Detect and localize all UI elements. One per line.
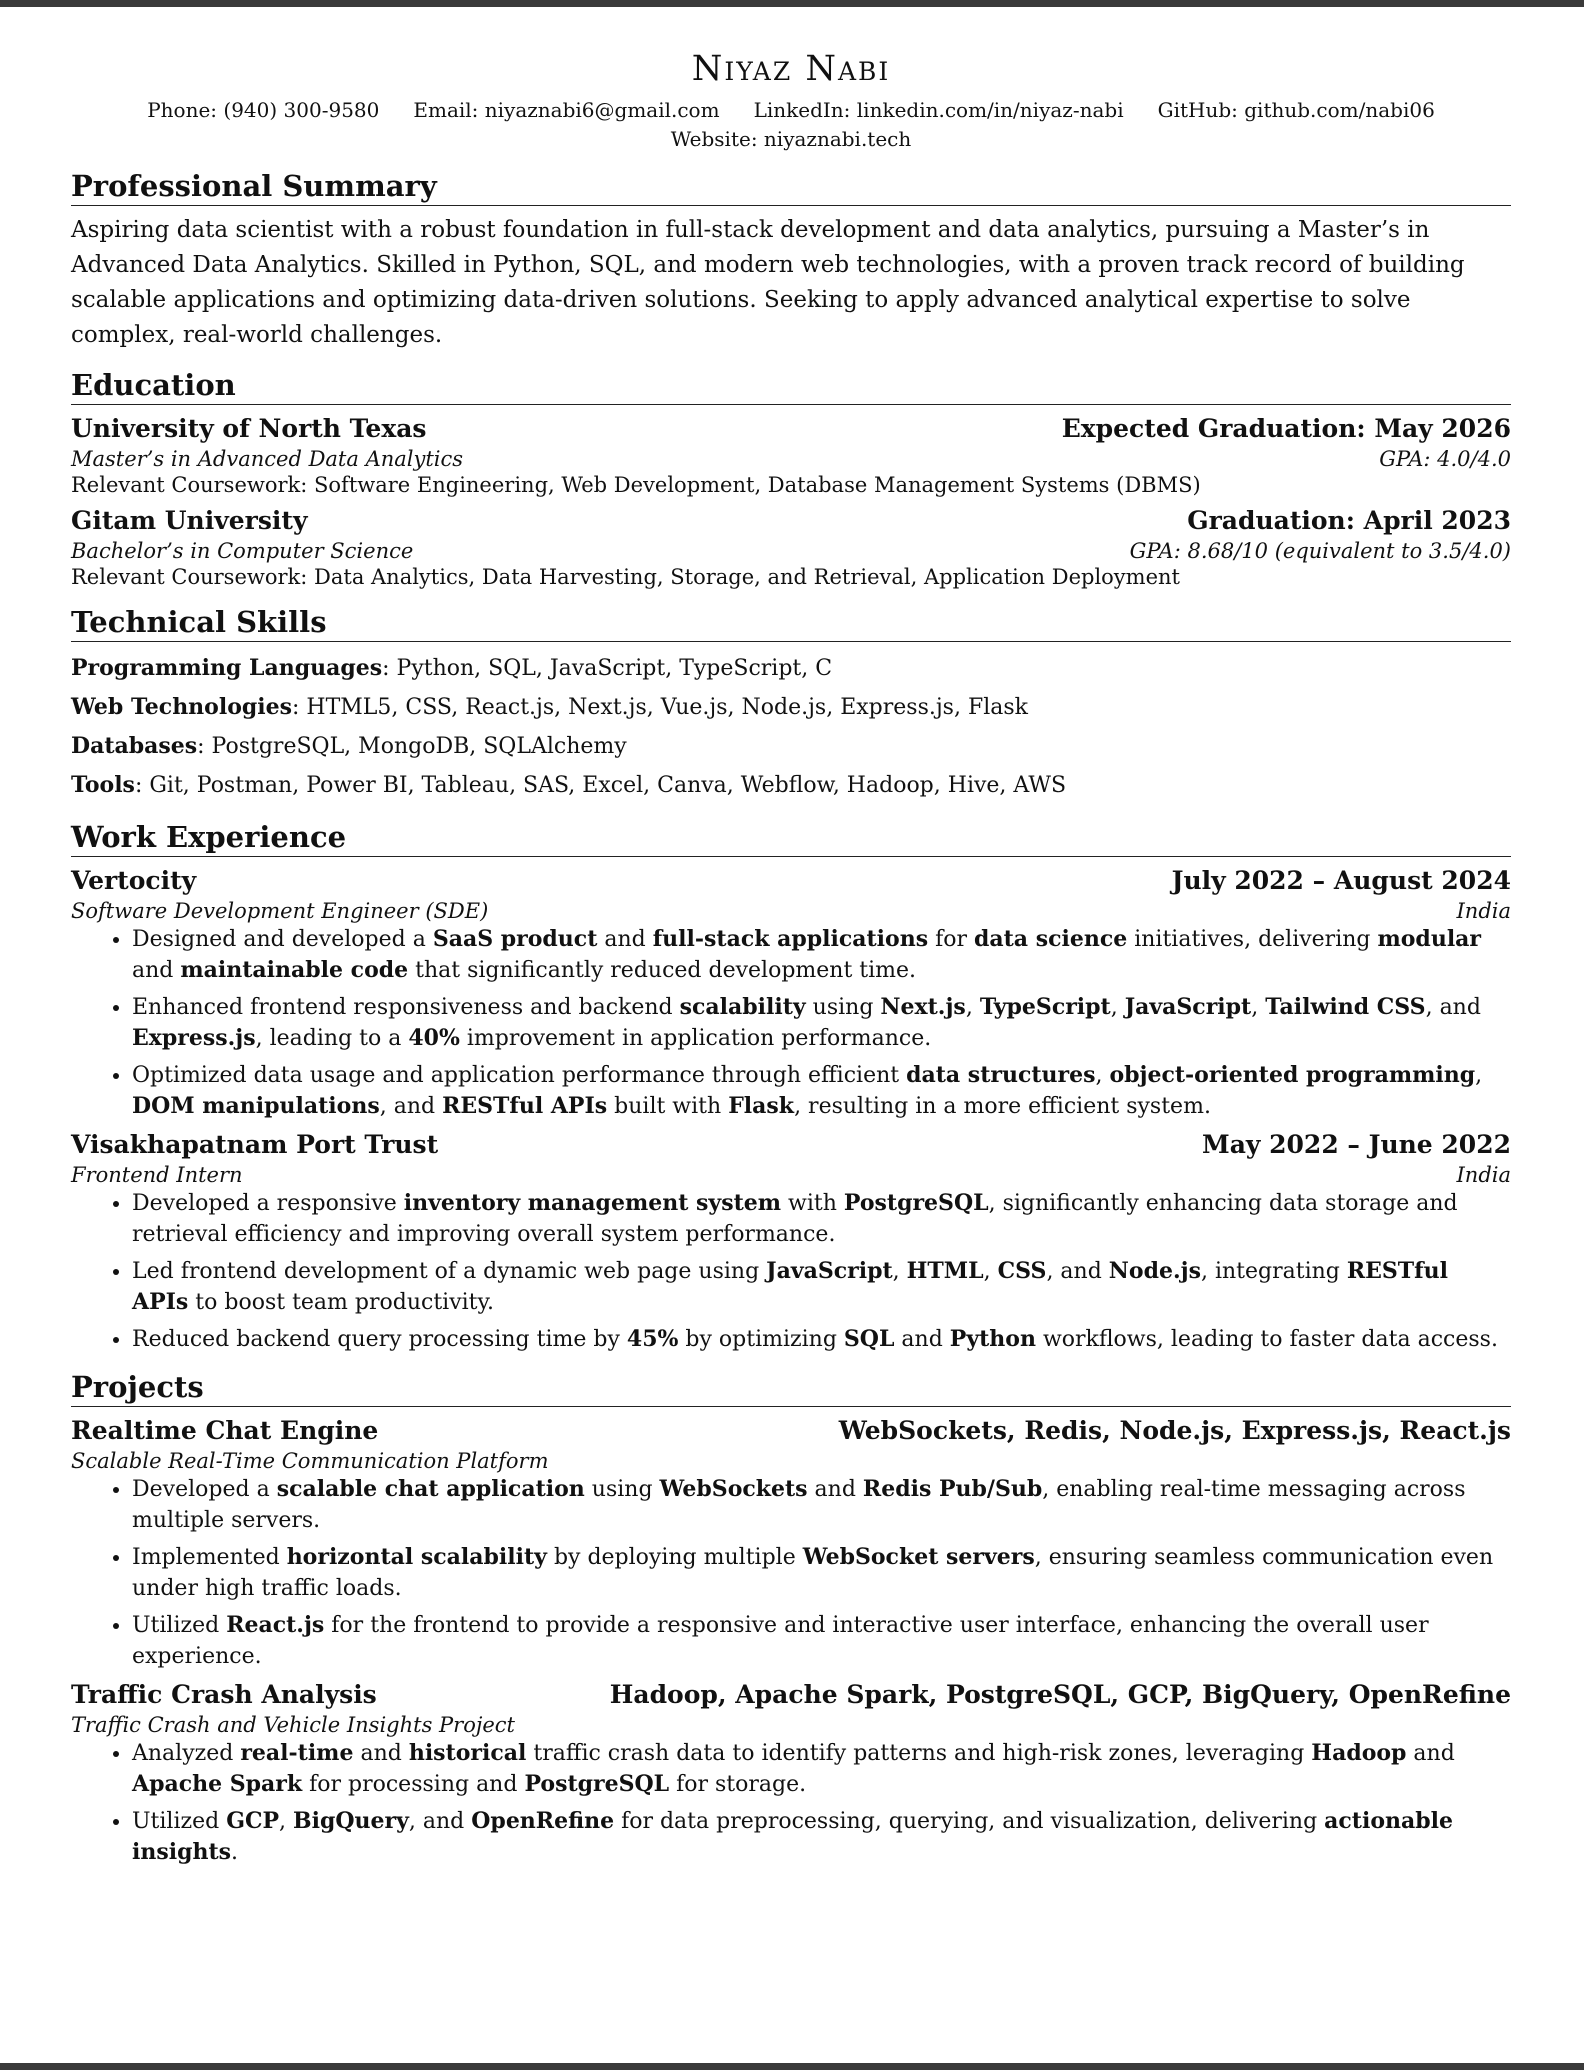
bullet-item bbox=[132, 992, 1511, 1054]
bold-term: full-stack applications bbox=[652, 926, 929, 952]
bullet-item bbox=[132, 1188, 1511, 1250]
bold-term: RESTful APIs bbox=[132, 1258, 1448, 1315]
candidate-name: Niyaz Nabi bbox=[691, 49, 891, 89]
bullet-text: and bbox=[353, 1741, 409, 1766]
bullet-text: with bbox=[781, 1191, 844, 1216]
job-role: Frontend Intern bbox=[71, 1163, 243, 1187]
bullet-item bbox=[132, 1542, 1511, 1604]
job-location: India bbox=[1456, 899, 1511, 923]
bold-term: Express.js bbox=[132, 1025, 256, 1051]
bullet-text: and bbox=[894, 1327, 950, 1352]
bullet-text: by deploying multiple bbox=[546, 1545, 803, 1570]
entry-subheader bbox=[71, 446, 1511, 472]
resume-page bbox=[71, 46, 1511, 1874]
section-title: Professional Summary bbox=[71, 168, 1511, 206]
entry-subheader bbox=[71, 1712, 1511, 1738]
github-link[interactable]: GitHub: github.com/nabi06 bbox=[1157, 98, 1435, 122]
entry-subheader bbox=[71, 1162, 1511, 1188]
bottom-border bbox=[0, 2063, 1584, 2070]
graduation-date: Graduation: April 2023 bbox=[1187, 506, 1511, 535]
job-location: India bbox=[1456, 1163, 1511, 1187]
bullet-text: , and bbox=[379, 1094, 443, 1119]
bullet-text: traffic crash data to identify patterns and high-risk zones, leveraging bbox=[526, 1741, 1312, 1766]
bold-term: Redis Pub/Sub bbox=[862, 1476, 1043, 1502]
bullet-list bbox=[71, 924, 1511, 1122]
bullet-text: , and bbox=[408, 1809, 472, 1834]
bold-term: inventory management system bbox=[403, 1190, 782, 1216]
bullet-text: for storage. bbox=[669, 1772, 807, 1797]
bold-term: scalability bbox=[679, 994, 806, 1020]
top-border bbox=[0, 0, 1584, 7]
company-name: Vertocity bbox=[71, 866, 197, 895]
bold-term: actionable insights bbox=[132, 1808, 1453, 1865]
bullet-text: Analyzed bbox=[132, 1741, 241, 1766]
bullet-item bbox=[132, 1324, 1511, 1355]
entry-subheader bbox=[71, 538, 1511, 564]
entry-subheader bbox=[71, 898, 1511, 924]
skill-values: : PostgreSQL, MongoDB, SQLAlchemy bbox=[197, 734, 627, 759]
bullet-text: Enhanced frontend responsiveness and backend bbox=[132, 995, 680, 1020]
graduation-date: Expected Graduation: May 2026 bbox=[1061, 414, 1511, 443]
bullet-text: and bbox=[1406, 1741, 1455, 1766]
skill-category: Programming Languages bbox=[71, 655, 383, 681]
school-name: Gitam University bbox=[71, 506, 308, 535]
bold-term: React.js bbox=[226, 1612, 325, 1638]
project-subtitle: Scalable Real-Time Communication Platform bbox=[71, 1449, 549, 1473]
bullet-text: that significantly reduced development time. bbox=[408, 958, 917, 983]
bold-term: Tailwind CSS bbox=[1265, 994, 1426, 1020]
bold-term: Hadoop bbox=[1311, 1740, 1407, 1766]
summary-section bbox=[71, 168, 1511, 353]
job-entry bbox=[71, 864, 1511, 1122]
coursework: Relevant Coursework: Software Engineering, Web Development, Database Management Systems (DBMS) bbox=[71, 473, 1201, 497]
gpa: GPA: 4.0/4.0 bbox=[1379, 447, 1511, 471]
bullet-text: for the frontend to provide a responsive and interactive user interface, enhancing the overall user experience. bbox=[132, 1613, 1429, 1669]
phone-text: Phone: (940) 300-9580 bbox=[147, 98, 380, 122]
bold-term: SaaS product bbox=[432, 926, 598, 952]
bullet-text: , and bbox=[1425, 995, 1481, 1020]
bullet-text: Utilized bbox=[132, 1613, 227, 1638]
bullet-text: . bbox=[231, 1840, 239, 1865]
bullet-text: , bbox=[1251, 995, 1266, 1020]
bullet-item bbox=[132, 924, 1511, 986]
bold-term: Flask bbox=[728, 1093, 795, 1119]
bold-term: SQL bbox=[843, 1326, 895, 1352]
bold-term: object-oriented programming bbox=[1109, 1062, 1476, 1088]
entry-header bbox=[71, 1128, 1511, 1162]
bold-term: real-time bbox=[240, 1740, 354, 1766]
bullet-text: Developed a bbox=[132, 1477, 277, 1502]
bold-term: data science bbox=[973, 926, 1128, 952]
skill-row bbox=[71, 766, 1511, 805]
bold-term: historical bbox=[408, 1740, 527, 1766]
bold-term: JavaScript bbox=[1124, 994, 1252, 1020]
school-name: University of North Texas bbox=[71, 414, 427, 443]
bullet-text: , bbox=[1475, 1063, 1483, 1088]
bullet-text: workflows, leading to faster data access. bbox=[1035, 1327, 1498, 1352]
bullet-text: Optimized data usage and application performance through efficient bbox=[132, 1063, 907, 1088]
bullet-text: , bbox=[892, 1259, 907, 1284]
bullet-text: for bbox=[928, 927, 974, 952]
degree: Master’s in Advanced Data Analytics bbox=[71, 447, 464, 471]
email-link[interactable]: Email: niyaznabi6@gmail.com bbox=[413, 98, 720, 122]
bold-term: horizontal scalability bbox=[286, 1544, 547, 1570]
section-title: Work Experience bbox=[71, 819, 1511, 857]
bullet-text: using bbox=[584, 1477, 660, 1502]
bullet-text: Developed a responsive bbox=[132, 1191, 404, 1216]
education-list bbox=[71, 412, 1511, 590]
skill-values: : Git, Postman, Power BI, Tableau, SAS, Excel, Canva, Webflow, Hadoop, Hive, AWS bbox=[134, 773, 1067, 798]
bullet-text: and bbox=[807, 1477, 863, 1502]
project-entry bbox=[71, 1414, 1511, 1672]
bullet-list bbox=[71, 1738, 1511, 1868]
bullet-text: to boost team productivity. bbox=[188, 1290, 494, 1315]
bullet-text: , bbox=[1110, 995, 1125, 1020]
entry-header bbox=[71, 504, 1511, 538]
bullet-text: Reduced backend query processing time by bbox=[132, 1327, 627, 1352]
degree: Bachelor’s in Computer Science bbox=[71, 539, 414, 563]
bullet-item bbox=[132, 1610, 1511, 1672]
bullet-item bbox=[132, 1806, 1511, 1868]
bold-term: maintainable code bbox=[180, 957, 409, 983]
bold-term: TypeScript bbox=[979, 994, 1111, 1020]
project-entry bbox=[71, 1678, 1511, 1868]
bullet-text: and bbox=[132, 958, 181, 983]
bullet-text: , and bbox=[1046, 1259, 1109, 1284]
resume-header bbox=[71, 46, 1511, 154]
bold-term: scalable chat application bbox=[276, 1476, 585, 1502]
bold-term: HTML bbox=[906, 1258, 984, 1284]
bullet-item bbox=[132, 1738, 1511, 1800]
bold-term: BigQuery bbox=[293, 1808, 409, 1834]
job-dates: May 2022 – June 2022 bbox=[1202, 1130, 1511, 1159]
experience-section bbox=[71, 819, 1511, 1355]
project-name: Realtime Chat Engine bbox=[71, 1416, 379, 1445]
bold-term: Node.js bbox=[1108, 1258, 1201, 1284]
bullet-text: , bbox=[983, 1259, 998, 1284]
bold-term: JavaScript bbox=[766, 1258, 893, 1284]
bold-term: modular bbox=[1377, 926, 1482, 952]
website-link[interactable]: Website: niyaznabi.tech bbox=[670, 127, 912, 151]
entry-subheader bbox=[71, 1448, 1511, 1474]
job-entry bbox=[71, 1128, 1511, 1355]
bullet-text: , integrating bbox=[1200, 1259, 1347, 1284]
skill-values: : HTML5, CSS, React.js, Next.js, Vue.js, Node.js, Express.js, Flask bbox=[292, 695, 1028, 720]
bullet-text: by optimizing bbox=[678, 1327, 844, 1352]
skill-row bbox=[71, 727, 1511, 766]
bullet-text: , enabling real-time messaging across multiple servers. bbox=[132, 1477, 1466, 1533]
projects-section bbox=[71, 1369, 1511, 1868]
bold-term: GCP bbox=[226, 1808, 280, 1834]
bullet-list bbox=[71, 1188, 1511, 1355]
project-tech: Hadoop, Apache Spark, PostgreSQL, GCP, BigQuery, OpenRefine bbox=[609, 1680, 1511, 1709]
entry-header bbox=[71, 864, 1511, 898]
bold-term: RESTful APIs bbox=[442, 1093, 608, 1119]
entry-header bbox=[71, 1414, 1511, 1448]
bullet-text: , bbox=[1095, 1063, 1110, 1088]
skill-category: Databases bbox=[71, 733, 198, 759]
experience-list bbox=[71, 864, 1511, 1355]
project-name: Traffic Crash Analysis bbox=[71, 1680, 377, 1709]
bullet-item bbox=[132, 1256, 1511, 1318]
skill-row bbox=[71, 649, 1511, 688]
bullet-list bbox=[71, 1474, 1511, 1672]
bold-term: OpenRefine bbox=[471, 1808, 615, 1834]
section-title: Technical Skills bbox=[71, 604, 1511, 642]
bullet-text: , significantly enhancing data storage and retrieval efficiency and improving overall system performance. bbox=[132, 1191, 1458, 1247]
gpa: GPA: 8.68/10 (equivalent to 3.5/4.0) bbox=[1129, 539, 1511, 563]
education-section bbox=[71, 367, 1511, 590]
summary-text: Aspiring data scientist with a robust foundation in full-stack development and data analytics, pursuing a Master’s in Advanced Data Analytics. Skilled in Python, SQL, and modern web technologies, with a proven track record of building scalable applications and optimizing data-driven solutions. Seeking to apply advanced analytical expertise to solve complex, real-world challenges. bbox=[71, 217, 1465, 348]
projects-list bbox=[71, 1414, 1511, 1868]
section-title: Projects bbox=[71, 1369, 1511, 1407]
project-tech: WebSockets, Redis, Node.js, Express.js, React.js bbox=[838, 1416, 1511, 1445]
bullet-text: initiatives, delivering bbox=[1127, 927, 1378, 952]
job-role: Software Development Engineer (SDE) bbox=[71, 899, 489, 923]
linkedin-link[interactable]: LinkedIn: linkedin.com/in/niyaz-nabi bbox=[753, 98, 1124, 122]
bold-term: data structures bbox=[906, 1062, 1096, 1088]
bullet-text: , ensuring seamless communication even under high traffic loads. bbox=[132, 1545, 1494, 1601]
bold-term: Python bbox=[949, 1326, 1036, 1352]
bold-term: Apache Spark bbox=[132, 1771, 303, 1797]
skills-section bbox=[71, 604, 1511, 805]
bullet-text: for data preprocessing, querying, and visualization, delivering bbox=[614, 1809, 1325, 1834]
bullet-text: , bbox=[279, 1809, 294, 1834]
bullet-text: Led frontend development of a dynamic web page using bbox=[132, 1259, 767, 1284]
bold-term: WebSockets bbox=[659, 1476, 808, 1502]
entry-header bbox=[71, 1678, 1511, 1712]
section-title: Education bbox=[71, 367, 1511, 405]
bullet-item bbox=[132, 1060, 1511, 1122]
coursework: Relevant Coursework: Data Analytics, Data Harvesting, Storage, and Retrieval, Application Deployment bbox=[71, 565, 1180, 589]
bold-term: DOM manipulations bbox=[132, 1093, 380, 1119]
skill-values: : Python, SQL, JavaScript, TypeScript, C bbox=[382, 656, 833, 681]
bullet-text: for processing and bbox=[302, 1772, 525, 1797]
bullet-text: and bbox=[597, 927, 653, 952]
bullet-text: Utilized bbox=[132, 1809, 227, 1834]
skill-row bbox=[71, 688, 1511, 727]
skill-category: Web Technologies bbox=[71, 694, 293, 720]
bullet-text: using bbox=[805, 995, 881, 1020]
bold-term: 45% bbox=[626, 1326, 679, 1352]
bold-term: Next.js bbox=[880, 994, 966, 1020]
contact-info bbox=[71, 96, 1511, 154]
bold-term: PostgreSQL bbox=[524, 1771, 670, 1797]
bullet-text: built with bbox=[607, 1094, 729, 1119]
bullet-item bbox=[132, 1474, 1511, 1536]
education-entry bbox=[71, 504, 1511, 590]
skills-list bbox=[71, 649, 1511, 805]
company-name: Visakhapatnam Port Trust bbox=[71, 1130, 439, 1159]
bold-term: WebSocket servers bbox=[802, 1544, 1035, 1570]
entry-header bbox=[71, 412, 1511, 446]
bold-term: 40% bbox=[408, 1025, 460, 1051]
bullet-text: Designed and developed a bbox=[132, 927, 433, 952]
bullet-text: , bbox=[965, 995, 980, 1020]
project-subtitle: Traffic Crash and Vehicle Insights Project bbox=[71, 1713, 515, 1737]
bullet-text: improvement in application performance. bbox=[459, 1026, 932, 1051]
job-dates: July 2022 – August 2024 bbox=[1171, 866, 1511, 895]
bullet-text: , leading to a bbox=[255, 1026, 409, 1051]
bold-term: PostgreSQL bbox=[843, 1190, 989, 1216]
education-entry bbox=[71, 412, 1511, 498]
bullet-text: , resulting in a more efficient system. bbox=[794, 1094, 1211, 1119]
bold-term: CSS bbox=[997, 1258, 1047, 1284]
bullet-text: Implemented bbox=[132, 1545, 287, 1570]
skill-category: Tools bbox=[71, 772, 135, 798]
